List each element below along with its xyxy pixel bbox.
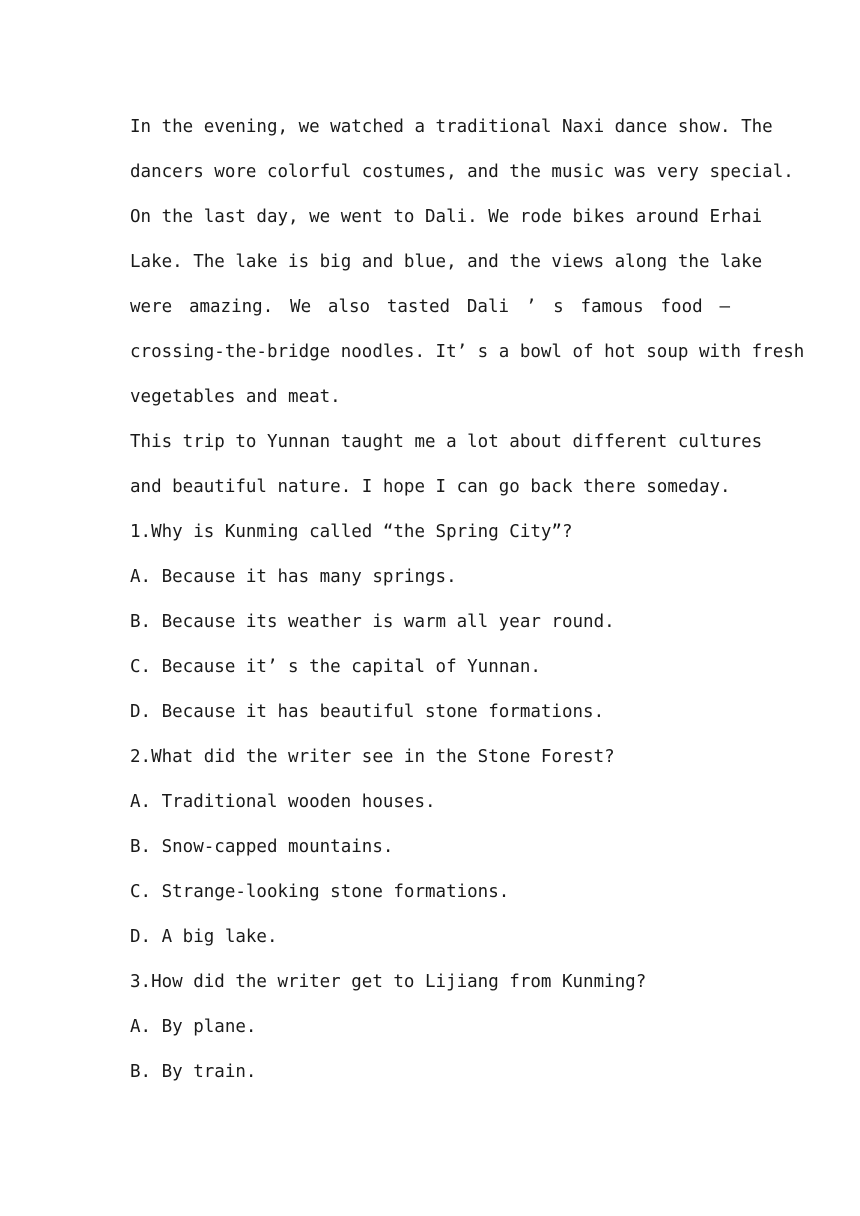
answer-option: B. Because its weather is warm all year round.: [130, 612, 615, 632]
passage-line: vegetables and meat.: [130, 387, 341, 407]
question-stem: 3.How did the writer get to Lijiang from Kunming?: [130, 972, 647, 992]
answer-option: C. Because it’ s the capital of Yunnan.: [130, 657, 541, 677]
answer-option: A. By plane.: [130, 1017, 257, 1037]
passage-line: Lake. The lake is big and blue, and the views along the lake: [130, 252, 763, 272]
answer-option: C. Strange-looking stone formations.: [130, 882, 510, 902]
answer-option: D. A big lake.: [130, 927, 278, 947]
answer-option: A. Because it has many springs.: [130, 567, 457, 587]
document-page: [130, 105, 805, 1095]
passage: [130, 105, 805, 510]
passage-line: crossing-the-bridge noodles. It’ s a bowl of hot soup with fresh: [130, 342, 805, 362]
answer-option: B. Snow-capped mountains.: [130, 837, 394, 857]
question-stem: 2.What did the writer see in the Stone Forest?: [130, 747, 615, 767]
answer-option: A. Traditional wooden houses.: [130, 792, 436, 812]
question-stem: 1.Why is Kunming called “the Spring City”?: [130, 522, 573, 542]
passage-line: On the last day, we went to Dali. We rode bikes around Erhai: [130, 207, 763, 227]
passage-line: This trip to Yunnan taught me a lot about different cultures: [130, 432, 763, 452]
answer-option: D. Because it has beautiful stone formations.: [130, 702, 605, 722]
passage-line: were amazing. We also tasted Dali ’ s famous food —: [130, 297, 730, 317]
answer-option: B. By train.: [130, 1062, 257, 1082]
question-2: [130, 735, 730, 960]
passage-line: dancers wore colorful costumes, and the music was very special.: [130, 162, 794, 182]
passage-line: In the evening, we watched a traditional Naxi dance show. The: [130, 117, 773, 137]
passage-line: and beautiful nature. I hope I can go back there someday.: [130, 477, 731, 497]
question-3: [130, 960, 730, 1095]
question-1: [130, 510, 730, 735]
